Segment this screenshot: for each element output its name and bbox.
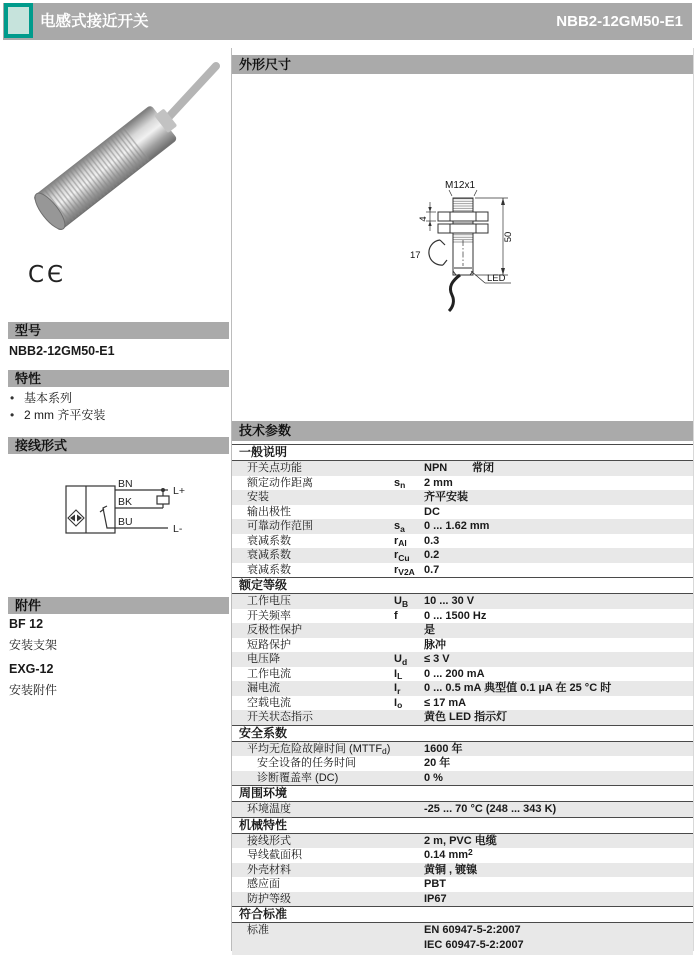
row-label: 衰减系数	[247, 549, 291, 561]
table-row	[232, 476, 693, 491]
table-row	[232, 696, 693, 711]
table-row	[232, 638, 693, 653]
row-value: 0 %	[424, 771, 443, 784]
row-value: 0.14 $mm^2$	[424, 846, 473, 861]
sensor-family-icon	[4, 3, 33, 38]
row-value: 黄铜 , 镀镍	[424, 863, 478, 876]
sensor-photo-drawing	[8, 52, 220, 262]
row-symbol: $r_{V2A}$	[394, 563, 415, 577]
bullet-icon: •	[10, 408, 15, 422]
row-value: 0 ... 200 mA	[424, 667, 485, 680]
row-value: DC	[424, 505, 440, 518]
row-symbol: $U_d$	[394, 653, 408, 667]
accessories-list	[9, 617, 57, 707]
dim-led-label: LED	[487, 273, 506, 284]
row-label: 标准	[247, 924, 269, 936]
terminal-label-lminus: L-	[173, 523, 183, 535]
row-symbol: $s_a$	[394, 520, 405, 534]
row-value: 2 mm	[424, 476, 453, 489]
model-value: NBB2-12GM50-E1	[9, 344, 115, 358]
page-title: 电感式接近开关	[40, 13, 149, 30]
dim-length-label: 50	[503, 231, 514, 243]
row-label: 接线形式	[247, 834, 291, 847]
bullet-icon: •	[10, 391, 15, 405]
feature-text: 2 mm 齐平安装	[24, 408, 106, 422]
connection-section-header: 接线形式	[8, 437, 229, 454]
row-symbol: $U_B$	[394, 595, 409, 609]
feature-text: 基本系列	[24, 391, 73, 405]
row-value	[424, 923, 524, 952]
table-row	[232, 563, 693, 578]
dim-thread-label: M12x1	[445, 180, 476, 191]
row-label: 工作电流	[247, 667, 291, 680]
row-label: 漏电流	[247, 682, 280, 694]
row-value: 0 ... 0.5 mA 典型值 0.1 µA 在 25 °C 时	[424, 682, 612, 694]
table-row	[232, 490, 693, 505]
table-row	[232, 519, 693, 534]
dim-wrench-size-label: 17	[410, 250, 421, 261]
row-value: 齐平安装	[424, 491, 468, 503]
table-row	[232, 771, 693, 786]
row-value: 0.3	[424, 534, 440, 547]
dim-nut-width-label: 4	[418, 216, 429, 222]
wire-label-bn: BN	[118, 478, 133, 490]
table-row	[232, 834, 693, 849]
row-label: 空载电流	[247, 696, 291, 709]
table-row	[232, 652, 693, 667]
row-value: 10 ... 30 V	[424, 595, 475, 607]
table-row	[232, 667, 693, 682]
wire-label-bu: BU	[118, 516, 133, 528]
row-symbol: $I_L$	[394, 667, 403, 681]
row-label: 短路保护	[247, 638, 291, 651]
row-value: ≤ 17 mA	[424, 696, 467, 709]
row-label: 衰减系数	[247, 534, 291, 547]
part-number: NBB2-12GM50-E1	[556, 13, 683, 30]
row-label: 导线截面积	[247, 849, 302, 861]
table-row	[232, 877, 693, 892]
tech-section-header: 周围环境	[232, 785, 693, 802]
row-label: 开关状态指示	[247, 711, 313, 723]
tech-section-header: 符合标准	[232, 906, 693, 923]
row-value: PBT	[424, 878, 446, 890]
row-symbol: $I_r$	[394, 682, 401, 696]
row-value: 2 m, PVC 电缆	[424, 834, 497, 847]
features-section-header: 特性	[8, 370, 229, 387]
row-value: 1600 年	[424, 742, 463, 755]
accessory-name: EXG-12	[9, 662, 54, 676]
row-label: 输出极性	[247, 505, 291, 518]
row-label: 诊断覆盖率 (DC)	[257, 771, 339, 784]
row-label: 可靠动作范围	[247, 520, 313, 532]
row-value: 黄色 LED 指示灯	[424, 711, 508, 723]
feature-item	[10, 390, 105, 407]
row-value: 20 年	[424, 757, 451, 769]
dimensions-section-header: 外形尺寸	[232, 55, 693, 74]
row-symbol: $s_n$	[394, 476, 406, 490]
row-symbol: $I_o$	[394, 696, 403, 710]
table-row	[232, 923, 693, 955]
table-row	[232, 802, 693, 817]
tech-section-header-bar: 技术参数	[232, 421, 693, 441]
row-label: 感应面	[247, 878, 280, 890]
row-value: 脉冲	[424, 638, 446, 651]
dimension-drawing	[330, 140, 580, 315]
row-value: NPN	[424, 462, 448, 474]
table-row	[232, 756, 693, 771]
row-label: 开关频率	[247, 609, 291, 622]
row-label: 电压降	[247, 653, 280, 665]
row-symbol: $r_{Cu}$	[394, 549, 410, 563]
table-row	[232, 710, 693, 725]
row-label: 外壳材料	[247, 863, 291, 876]
terminal-label-lplus: L+	[173, 485, 185, 497]
table-row	[232, 863, 693, 878]
table-row	[232, 594, 693, 609]
row-value: 0.7	[424, 563, 440, 576]
row-value-line: EN 60947-5-2:2007	[424, 924, 521, 936]
ce-mark: CЄ	[28, 262, 67, 288]
row-label: 平均无危险故障时间 $(MTTF_d)$	[247, 742, 391, 756]
feature-item	[10, 407, 105, 424]
tech-section-header: 安全系数	[232, 725, 693, 742]
accessory-desc: 安装附件	[9, 683, 58, 697]
row-value-secondary: 常闭	[472, 462, 494, 474]
wire-label-bk: BK	[118, 496, 133, 508]
row-value: 0 ... 1500 Hz	[424, 609, 487, 622]
table-row	[232, 742, 693, 757]
row-label: 环境温度	[247, 803, 291, 815]
row-symbol: f	[394, 609, 398, 622]
table-row	[232, 548, 693, 563]
table-row	[232, 534, 693, 549]
product-photo	[8, 52, 220, 262]
row-value: 是	[424, 624, 435, 636]
row-label: 额定动作距离	[247, 476, 313, 489]
row-label: 防护等级	[247, 892, 291, 905]
row-label: 反极性保护	[247, 624, 302, 636]
table-row	[232, 505, 693, 520]
tech-section-header: 额定等级	[232, 577, 693, 594]
table-row	[232, 461, 693, 476]
table-row	[232, 681, 693, 696]
tech-section-header: 机械特性	[232, 817, 693, 834]
row-value: ≤ 3 V	[424, 653, 450, 665]
row-label: 安全设备的任务时间	[257, 757, 356, 769]
row-value: -25 ... 70 °C (248 ... 343 K)	[424, 803, 557, 815]
tech-data-table	[232, 444, 693, 955]
table-row	[232, 623, 693, 638]
table-row	[232, 892, 693, 907]
features-list	[10, 390, 105, 424]
accessory-desc: 安装支架	[9, 638, 58, 652]
model-section-header: 型号	[8, 322, 229, 339]
row-value: IP67	[424, 892, 447, 905]
tech-section-header: 一般说明	[232, 444, 693, 461]
row-label: 开关点功能	[247, 462, 302, 474]
accessory-name: BF 12	[9, 617, 44, 631]
table-row	[232, 609, 693, 624]
wiring-diagram	[8, 456, 229, 584]
accessories-section-header: 附件	[8, 597, 229, 614]
row-label: 衰减系数	[247, 563, 291, 576]
page-right-edge	[693, 48, 694, 951]
row-value-line: IEC 60947-5-2:2007	[424, 938, 524, 951]
row-value: 0.2	[424, 549, 440, 561]
table-row	[232, 848, 693, 863]
row-symbol: $r_{Al}$	[394, 534, 407, 548]
row-value: 0 ... 1.62 mm	[424, 520, 490, 532]
row-label: 工作电压	[247, 595, 291, 607]
header-bar	[3, 3, 692, 40]
row-label: 安装	[247, 491, 269, 503]
